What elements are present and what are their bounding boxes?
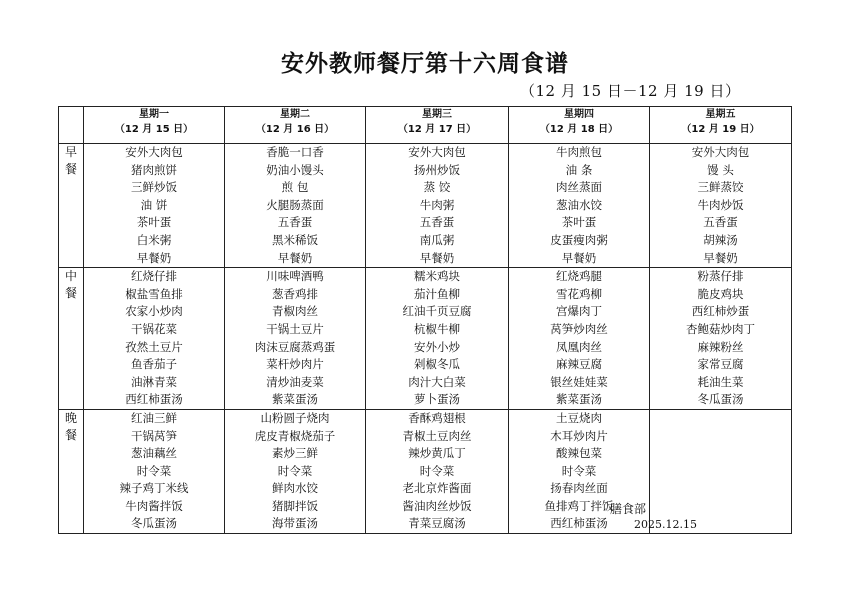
dinner-row bbox=[59, 409, 792, 533]
dish-item: 青椒肉丝 bbox=[272, 304, 318, 319]
dish-item: 农家小炒肉 bbox=[125, 304, 183, 319]
dish-item: 紫菜蛋汤 bbox=[272, 392, 318, 407]
dish-item: 红油千页豆腐 bbox=[402, 304, 472, 319]
lunch-row bbox=[59, 268, 792, 410]
dish-item: 五香蛋 bbox=[703, 215, 738, 230]
dish-item: 时令菜 bbox=[419, 463, 455, 478]
menu-cell bbox=[650, 268, 792, 410]
dish-item: 早餐奶 bbox=[419, 250, 455, 265]
dish-item: 葱油水饺 bbox=[556, 197, 602, 212]
dish-item: 糯米鸡块 bbox=[414, 269, 460, 284]
dish-item: 家常豆腐 bbox=[697, 357, 744, 372]
dish-item: 红烧鸡腿 bbox=[556, 269, 602, 284]
dish-item: 青菜豆腐汤 bbox=[408, 516, 466, 531]
day-date: （12 月 16 日） bbox=[255, 124, 335, 135]
day-name: 星期五 bbox=[705, 109, 736, 120]
dish-item: 杏鲍菇炒肉丁 bbox=[686, 321, 755, 336]
day-header-friday bbox=[650, 107, 792, 144]
dish-item: 海带蛋汤 bbox=[272, 516, 318, 531]
meal-label-char: 晚 bbox=[64, 410, 77, 425]
dish-item: 黑米稀饭 bbox=[272, 232, 318, 247]
dish-item: 木耳炒肉片 bbox=[550, 428, 608, 443]
dish-item: 冬瓜蛋汤 bbox=[131, 516, 177, 531]
page-title: 安外教师餐厅第十六周食谱 bbox=[281, 51, 569, 77]
dish-item: 肉沫豆腐蒸鸡蛋 bbox=[254, 339, 336, 354]
dish-item: 杭椒牛柳 bbox=[414, 321, 460, 336]
dish-item: 油淋青菜 bbox=[131, 374, 177, 389]
dish-item: 鱼排鸡丁拌饭 bbox=[544, 498, 614, 513]
dish-item: 时令菜 bbox=[277, 463, 313, 478]
dish-item: 冬瓜蛋汤 bbox=[697, 392, 744, 407]
dish-item: 油 饼 bbox=[140, 197, 168, 212]
dish-item: 茶叶蛋 bbox=[136, 215, 172, 230]
day-name: 星期一 bbox=[139, 109, 169, 120]
day-name: 星期三 bbox=[422, 109, 452, 120]
dish-item: 香酥鸡翅根 bbox=[408, 410, 466, 425]
dish-item: 干锅花菜 bbox=[131, 321, 177, 336]
date-range-subtitle: （12 月 15 日－12 月 19 日） bbox=[520, 82, 741, 100]
department-signature: 膳食部 bbox=[610, 502, 647, 516]
dish-item: 早餐奶 bbox=[277, 250, 313, 265]
dish-item: 安外大肉包 bbox=[408, 145, 466, 159]
dish-item: 土豆烧肉 bbox=[556, 410, 602, 425]
meal-label-char: 中 bbox=[64, 269, 77, 284]
menu-cell bbox=[366, 144, 509, 268]
dish-item: 扬州炒饭 bbox=[414, 162, 460, 177]
dish-item: 宫爆肉丁 bbox=[556, 304, 602, 319]
dish-item: 牛肉酱拌饭 bbox=[125, 498, 183, 513]
dish-item: 干锅土豆片 bbox=[266, 321, 324, 336]
dish-item: 干锅莴笋 bbox=[131, 428, 177, 443]
dish-item: 胡辣汤 bbox=[703, 232, 738, 247]
dish-item: 脆皮鸡块 bbox=[697, 286, 744, 301]
dish-item: 粉蒸仔排 bbox=[697, 269, 744, 284]
corner-cell bbox=[59, 107, 84, 144]
dish-item: 孜然土豆片 bbox=[125, 339, 183, 354]
dish-item: 清炒油麦菜 bbox=[266, 374, 324, 389]
dish-item: 川味啤酒鸭 bbox=[266, 269, 324, 284]
meal-label bbox=[59, 268, 84, 410]
dish-item: 三鲜炒饭 bbox=[131, 180, 177, 195]
dish-item: 白米粥 bbox=[136, 232, 172, 247]
dish-item: 雪花鸡柳 bbox=[556, 286, 602, 301]
menu-cell bbox=[84, 268, 225, 410]
weekly-menu-table bbox=[58, 106, 792, 534]
day-header-row bbox=[59, 107, 792, 144]
dish-item: 萝卜蛋汤 bbox=[414, 392, 460, 407]
dish-item: 猪肉煎饼 bbox=[131, 162, 177, 177]
dish-item: 虎皮青椒烧茄子 bbox=[254, 428, 336, 443]
menu-cell bbox=[650, 144, 792, 268]
dish-item: 西红柿炒蛋 bbox=[691, 304, 750, 319]
meal-label-char: 早 bbox=[64, 145, 77, 159]
dish-item: 凤凰肉丝 bbox=[556, 339, 602, 354]
dish-item: 三鲜蒸饺 bbox=[697, 180, 744, 195]
day-header-monday bbox=[84, 107, 225, 144]
dish-item: 椒盐雪鱼排 bbox=[125, 286, 183, 301]
dish-item: 茶叶蛋 bbox=[561, 215, 597, 230]
menu-cell bbox=[84, 409, 225, 533]
menu-cell bbox=[225, 268, 366, 410]
menu-cell bbox=[225, 409, 366, 533]
dish-item: 时令菜 bbox=[561, 463, 597, 478]
dish-item: 辣子鸡丁米线 bbox=[119, 481, 189, 496]
dish-item: 五香蛋 bbox=[277, 215, 313, 230]
dish-item: 紫菜蛋汤 bbox=[556, 392, 602, 407]
day-date: （12 月 17 日） bbox=[397, 124, 477, 135]
day-name: 星期四 bbox=[564, 109, 594, 120]
dish-item: 油 条 bbox=[565, 162, 593, 177]
dish-item: 西红柿蛋汤 bbox=[550, 516, 608, 531]
dish-item: 鲜肉水饺 bbox=[272, 481, 318, 496]
dish-item: 葱香鸡排 bbox=[272, 286, 318, 301]
menu-body bbox=[59, 144, 792, 534]
day-header-tuesday bbox=[225, 107, 366, 144]
dish-item: 南瓜粥 bbox=[419, 232, 455, 247]
dish-item: 牛肉煎包 bbox=[556, 145, 602, 159]
menu-cell bbox=[650, 409, 792, 533]
meal-label bbox=[59, 144, 84, 268]
dish-item: 麻辣粉丝 bbox=[697, 339, 744, 354]
menu-cell bbox=[366, 409, 509, 533]
dish-item: 剁椒冬瓜 bbox=[414, 357, 460, 372]
dish-item: 火腿肠蒸面 bbox=[266, 197, 324, 212]
dish-item: 辣炒黄瓜丁 bbox=[408, 446, 466, 461]
menu-cell bbox=[509, 144, 650, 268]
dish-item: 煎 包 bbox=[281, 180, 309, 195]
dish-item: 肉丝蒸面 bbox=[556, 180, 602, 195]
dish-item: 扬春肉丝面 bbox=[550, 481, 608, 496]
dish-item: 安外大肉包 bbox=[125, 145, 183, 159]
dish-item: 山粉圆子烧肉 bbox=[260, 410, 330, 425]
dish-item: 麻辣豆腐 bbox=[556, 357, 602, 372]
dish-item: 青椒土豆肉丝 bbox=[402, 428, 472, 443]
dish-item: 时令菜 bbox=[136, 463, 172, 478]
dish-item: 酱油肉丝炒饭 bbox=[402, 498, 472, 513]
dish-item: 猪脚拌饭 bbox=[272, 498, 318, 513]
dish-item: 香脆一口香 bbox=[266, 145, 324, 159]
dish-item: 安外大肉包 bbox=[691, 145, 750, 159]
dish-item: 莴笋炒肉丝 bbox=[550, 321, 608, 336]
dish-item: 奶油小馒头 bbox=[266, 162, 324, 177]
dish-item: 蒸 饺 bbox=[423, 180, 451, 195]
dish-item: 素炒三鲜 bbox=[272, 446, 318, 461]
dish-item: 葱油藕丝 bbox=[131, 446, 177, 461]
day-date: （12 月 15 日） bbox=[114, 124, 194, 135]
menu-cell bbox=[84, 144, 225, 268]
dish-item: 馒 头 bbox=[707, 162, 734, 177]
issue-date: 2025.12.15 bbox=[634, 518, 697, 531]
dish-item: 皮蛋瘦肉粥 bbox=[550, 232, 608, 247]
day-name: 星期二 bbox=[280, 109, 310, 120]
dish-item: 老北京炸酱面 bbox=[402, 481, 472, 496]
dish-item: 酸辣包菜 bbox=[556, 446, 602, 461]
day-date: （12 月 19 日） bbox=[681, 124, 760, 135]
day-date: （12 月 18 日） bbox=[539, 124, 619, 135]
dish-item: 早餐奶 bbox=[136, 250, 172, 265]
meal-label-char: 餐 bbox=[64, 162, 77, 176]
dish-item: 牛肉粥 bbox=[419, 197, 455, 212]
dish-item: 安外小炒 bbox=[414, 339, 460, 354]
day-header-thursday bbox=[509, 107, 650, 144]
dish-item: 肉汁大白菜 bbox=[408, 374, 466, 389]
menu-cell bbox=[509, 268, 650, 410]
dish-item: 鱼香茄子 bbox=[131, 357, 177, 372]
dish-item: 银丝娃娃菜 bbox=[550, 374, 608, 389]
dish-item: 五香蛋 bbox=[419, 215, 455, 230]
meal-label-char: 餐 bbox=[64, 286, 77, 301]
day-header-wednesday bbox=[366, 107, 509, 144]
menu-cell bbox=[225, 144, 366, 268]
dish-item: 牛肉炒饭 bbox=[697, 197, 744, 212]
dish-item: 红油三鲜 bbox=[131, 410, 177, 425]
dish-item: 红烧仔排 bbox=[131, 269, 177, 284]
dish-item: 早餐奶 bbox=[703, 250, 738, 265]
meal-label bbox=[59, 409, 84, 533]
breakfast-row bbox=[59, 144, 792, 268]
dish-item: 早餐奶 bbox=[561, 250, 597, 265]
menu-cell bbox=[366, 268, 509, 410]
dish-item: 菜杆炒肉片 bbox=[266, 357, 324, 372]
dish-item: 茄汁鱼柳 bbox=[414, 286, 460, 301]
dish-item: 耗油生菜 bbox=[697, 374, 744, 389]
meal-label-char: 餐 bbox=[64, 427, 77, 442]
dish-item: 西红柿蛋汤 bbox=[125, 392, 183, 407]
